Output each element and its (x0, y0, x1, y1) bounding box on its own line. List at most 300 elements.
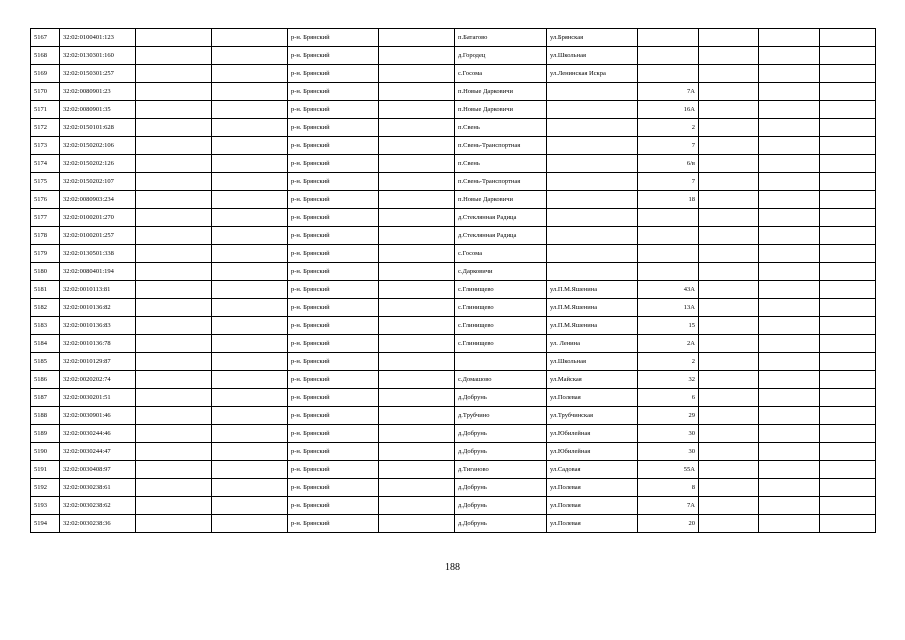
table-row (31, 101, 876, 119)
cell-empty (379, 263, 455, 281)
cell-empty (136, 155, 212, 173)
cell-empty (379, 371, 455, 389)
cell-locality: д.Добрунь (455, 443, 547, 461)
cell-empty (136, 173, 212, 191)
cell-locality: д.Тиганово (455, 461, 547, 479)
cell-district: р-н. Брянский (288, 497, 379, 515)
cell-empty (820, 425, 876, 443)
cell-cadastral-number: 32:02:0030201:51 (60, 389, 136, 407)
table-row (31, 245, 876, 263)
cell-empty (699, 407, 759, 425)
cell-row-id: 5167 (31, 29, 60, 47)
cell-locality: с.Госома (455, 65, 547, 83)
cell-empty (759, 119, 820, 137)
cell-empty (136, 299, 212, 317)
cell-street (547, 155, 638, 173)
cell-cadastral-number: 32:02:0100201:270 (60, 209, 136, 227)
cell-empty (699, 29, 759, 47)
cell-street (547, 101, 638, 119)
cell-cadastral-number: 32:02:0030244:46 (60, 425, 136, 443)
cell-house: 29 (638, 407, 699, 425)
cell-district: р-н. Брянский (288, 263, 379, 281)
cell-locality (455, 353, 547, 371)
cell-empty (759, 443, 820, 461)
cell-district: р-н. Брянский (288, 281, 379, 299)
table-row (31, 353, 876, 371)
cell-empty (759, 155, 820, 173)
cell-locality: п.Новые Дарковичи (455, 83, 547, 101)
cell-cadastral-number: 32:02:0150301:257 (60, 65, 136, 83)
cell-empty (699, 335, 759, 353)
cell-empty (759, 263, 820, 281)
cell-empty (759, 299, 820, 317)
cell-cadastral-number: 32:02:0150202:106 (60, 137, 136, 155)
cell-empty (820, 227, 876, 245)
cell-empty (212, 155, 288, 173)
cell-empty (136, 371, 212, 389)
cell-empty (379, 515, 455, 533)
cell-cadastral-number: 32:02:0150202:126 (60, 155, 136, 173)
cell-empty (136, 281, 212, 299)
cell-empty (759, 173, 820, 191)
cell-house: 18 (638, 191, 699, 209)
cell-empty (820, 443, 876, 461)
cell-empty (379, 443, 455, 461)
cell-cadastral-number: 32:02:0150101:628 (60, 119, 136, 137)
table-row (31, 425, 876, 443)
cell-locality: п.Новые Дарковичи (455, 101, 547, 119)
cell-empty (136, 119, 212, 137)
cell-street (547, 191, 638, 209)
cell-empty (136, 407, 212, 425)
cell-empty (820, 515, 876, 533)
cell-house (638, 65, 699, 83)
cell-street: ул.Полевая (547, 389, 638, 407)
cell-house (638, 263, 699, 281)
cell-street (547, 227, 638, 245)
cell-empty (212, 371, 288, 389)
cell-empty (212, 281, 288, 299)
cell-cadastral-number: 32:02:0030244:47 (60, 443, 136, 461)
cell-district: р-н. Брянский (288, 389, 379, 407)
cell-district: р-н. Брянский (288, 101, 379, 119)
cell-street (547, 83, 638, 101)
cell-street (547, 119, 638, 137)
cell-empty (379, 461, 455, 479)
table-row (31, 263, 876, 281)
cell-locality: д.Стеклянная Радица (455, 227, 547, 245)
cell-row-id: 5169 (31, 65, 60, 83)
cell-empty (699, 461, 759, 479)
cell-street: ул.П.М.Яшенина (547, 317, 638, 335)
cell-empty (212, 173, 288, 191)
cell-house: 30 (638, 425, 699, 443)
cell-empty (136, 191, 212, 209)
cell-empty (379, 407, 455, 425)
cell-empty (759, 371, 820, 389)
cell-cadastral-number: 32:02:0150202:107 (60, 173, 136, 191)
cell-house (638, 245, 699, 263)
cell-empty (379, 245, 455, 263)
cell-cadastral-number: 32:02:0030238:36 (60, 515, 136, 533)
cell-empty (699, 443, 759, 461)
cell-empty (212, 137, 288, 155)
table-row (31, 29, 876, 47)
cell-street: ул.Брянская (547, 29, 638, 47)
cell-row-id: 5193 (31, 497, 60, 515)
cell-locality: с.Глинищево (455, 299, 547, 317)
cell-empty (379, 335, 455, 353)
cell-empty (820, 497, 876, 515)
cell-empty (212, 461, 288, 479)
cell-empty (759, 335, 820, 353)
cell-empty (699, 173, 759, 191)
table-row (31, 47, 876, 65)
cell-row-id: 5177 (31, 209, 60, 227)
cell-row-id: 5171 (31, 101, 60, 119)
cell-empty (820, 245, 876, 263)
cell-empty (759, 227, 820, 245)
cell-empty (759, 407, 820, 425)
cell-empty (699, 317, 759, 335)
cell-locality: с.Дарковичи (455, 263, 547, 281)
table-row (31, 497, 876, 515)
cell-empty (212, 227, 288, 245)
cell-row-id: 5180 (31, 263, 60, 281)
cell-locality: д.Трубчино (455, 407, 547, 425)
cell-empty (212, 389, 288, 407)
cell-empty (136, 209, 212, 227)
cell-district: р-н. Брянский (288, 83, 379, 101)
table-row (31, 515, 876, 533)
cell-cadastral-number: 32:02:0080903:234 (60, 191, 136, 209)
cell-empty (820, 119, 876, 137)
cell-locality: с.Госома (455, 245, 547, 263)
cell-locality: п.Свень (455, 119, 547, 137)
cell-empty (759, 479, 820, 497)
cell-district: р-н. Брянский (288, 335, 379, 353)
cell-empty (212, 245, 288, 263)
cell-empty (699, 47, 759, 65)
cell-house: 7А (638, 497, 699, 515)
cell-empty (212, 263, 288, 281)
cell-empty (212, 407, 288, 425)
cell-house (638, 209, 699, 227)
cell-empty (820, 65, 876, 83)
cell-empty (759, 461, 820, 479)
cell-locality: п.Новые Дарковичи (455, 191, 547, 209)
table-row (31, 119, 876, 137)
cell-empty (212, 191, 288, 209)
cell-street: ул.Полевая (547, 479, 638, 497)
cell-house: 13А (638, 299, 699, 317)
cell-house: 8 (638, 479, 699, 497)
cell-empty (379, 29, 455, 47)
cell-cadastral-number: 32:02:0020202:74 (60, 371, 136, 389)
cell-row-id: 5190 (31, 443, 60, 461)
cell-empty (699, 191, 759, 209)
cell-empty (759, 317, 820, 335)
cell-empty (820, 479, 876, 497)
cell-empty (379, 497, 455, 515)
table-row (31, 479, 876, 497)
cell-district: р-н. Брянский (288, 299, 379, 317)
cell-row-id: 5176 (31, 191, 60, 209)
cell-house: 20 (638, 515, 699, 533)
cell-empty (136, 263, 212, 281)
cell-empty (136, 65, 212, 83)
cell-empty (759, 389, 820, 407)
cell-cadastral-number: 32:02:0100401:123 (60, 29, 136, 47)
cell-district: р-н. Брянский (288, 407, 379, 425)
cell-locality: с.Глинищево (455, 335, 547, 353)
cell-empty (136, 317, 212, 335)
cell-empty (136, 47, 212, 65)
cell-house: 7 (638, 137, 699, 155)
cell-empty (379, 101, 455, 119)
cell-cadastral-number: 32:02:0080901:23 (60, 83, 136, 101)
cell-house: 30 (638, 443, 699, 461)
cell-empty (820, 389, 876, 407)
cell-cadastral-number: 32:02:0010136:82 (60, 299, 136, 317)
cell-empty (136, 83, 212, 101)
cell-row-id: 5191 (31, 461, 60, 479)
cell-district: р-н. Брянский (288, 191, 379, 209)
cell-district: р-н. Брянский (288, 209, 379, 227)
cell-empty (759, 209, 820, 227)
cell-empty (759, 353, 820, 371)
cell-empty (136, 227, 212, 245)
cell-locality: п.Свень-Транспортная (455, 173, 547, 191)
cell-empty (820, 371, 876, 389)
cell-locality: д.Добрунь (455, 425, 547, 443)
cell-locality: д.Добрунь (455, 497, 547, 515)
cell-empty (136, 101, 212, 119)
property-register-table (30, 28, 876, 533)
cell-empty (212, 479, 288, 497)
cell-empty (379, 119, 455, 137)
cell-row-id: 5173 (31, 137, 60, 155)
table-row (31, 407, 876, 425)
table-row (31, 83, 876, 101)
cell-empty (136, 137, 212, 155)
cell-cadastral-number: 32:02:0030901:46 (60, 407, 136, 425)
cell-empty (379, 281, 455, 299)
cell-row-id: 5170 (31, 83, 60, 101)
cell-house: 32 (638, 371, 699, 389)
cell-district: р-н. Брянский (288, 443, 379, 461)
cell-empty (136, 461, 212, 479)
cell-empty (212, 119, 288, 137)
table-row (31, 281, 876, 299)
cell-house: 43А (638, 281, 699, 299)
cell-empty (379, 209, 455, 227)
cell-house: 7А (638, 83, 699, 101)
cell-empty (699, 155, 759, 173)
table-row (31, 209, 876, 227)
cell-row-id: 5186 (31, 371, 60, 389)
cell-empty (136, 443, 212, 461)
cell-row-id: 5178 (31, 227, 60, 245)
cell-empty (379, 137, 455, 155)
cell-empty (699, 281, 759, 299)
cell-row-id: 5183 (31, 317, 60, 335)
table-row (31, 173, 876, 191)
cell-empty (759, 65, 820, 83)
cell-district: р-н. Брянский (288, 371, 379, 389)
cell-row-id: 5181 (31, 281, 60, 299)
cell-empty (212, 497, 288, 515)
cell-cadastral-number: 32:02:0030238:62 (60, 497, 136, 515)
cell-street (547, 209, 638, 227)
table-row (31, 443, 876, 461)
cell-district: р-н. Брянский (288, 425, 379, 443)
cell-empty (699, 371, 759, 389)
cell-district: р-н. Брянский (288, 119, 379, 137)
cell-empty (379, 479, 455, 497)
cell-house: 2А (638, 335, 699, 353)
table-row (31, 317, 876, 335)
table-body (31, 29, 876, 533)
cell-district: р-н. Брянский (288, 47, 379, 65)
cell-house (638, 227, 699, 245)
cell-empty (136, 353, 212, 371)
cell-street: ул.Юбилейная (547, 443, 638, 461)
table-row (31, 371, 876, 389)
cell-street: ул.Полевая (547, 515, 638, 533)
table-row (31, 65, 876, 83)
cell-street: ул.Полевая (547, 497, 638, 515)
cell-empty (212, 65, 288, 83)
cell-street: ул.Школьная (547, 47, 638, 65)
cell-house: 15 (638, 317, 699, 335)
cell-empty (379, 425, 455, 443)
cell-locality: д.Стеклянная Радица (455, 209, 547, 227)
cell-row-id: 5179 (31, 245, 60, 263)
cell-row-id: 5184 (31, 335, 60, 353)
cell-empty (820, 29, 876, 47)
cell-cadastral-number: 32:02:0080401:194 (60, 263, 136, 281)
cell-district: р-н. Брянский (288, 515, 379, 533)
cell-street: ул.Садовая (547, 461, 638, 479)
cell-district: р-н. Брянский (288, 479, 379, 497)
cell-district: р-н. Брянский (288, 155, 379, 173)
cell-street: ул.Школьная (547, 353, 638, 371)
cell-cadastral-number: 32:02:0080901:35 (60, 101, 136, 119)
cell-empty (759, 191, 820, 209)
cell-row-id: 5182 (31, 299, 60, 317)
cell-locality: д.Добрунь (455, 515, 547, 533)
cell-locality: д.Добрунь (455, 479, 547, 497)
cell-empty (820, 353, 876, 371)
cell-street: ул.Трубчинская (547, 407, 638, 425)
cell-district: р-н. Брянский (288, 29, 379, 47)
cell-cadastral-number: 32:02:0010113:81 (60, 281, 136, 299)
cell-empty (136, 389, 212, 407)
cell-empty (759, 137, 820, 155)
cell-empty (820, 173, 876, 191)
cell-house (638, 47, 699, 65)
cell-district: р-н. Брянский (288, 227, 379, 245)
cell-street: ул.П.М.Яшенина (547, 281, 638, 299)
cell-street: ул.Юбилейная (547, 425, 638, 443)
cell-cadastral-number: 32:02:0130501:338 (60, 245, 136, 263)
page-number: 188 (445, 562, 460, 573)
cell-street (547, 173, 638, 191)
cell-house: 6/в (638, 155, 699, 173)
cell-empty (759, 497, 820, 515)
cell-empty (379, 353, 455, 371)
cell-empty (759, 101, 820, 119)
cell-district: р-н. Брянский (288, 245, 379, 263)
cell-empty (759, 425, 820, 443)
cell-locality: с.Глинищево (455, 317, 547, 335)
cell-street: ул.Майская (547, 371, 638, 389)
table-row (31, 191, 876, 209)
cell-street: ул. Ленина (547, 335, 638, 353)
table-row (31, 335, 876, 353)
cell-empty (759, 83, 820, 101)
cell-empty (699, 389, 759, 407)
cell-district: р-н. Брянский (288, 317, 379, 335)
cell-cadastral-number: 32:02:0130301:160 (60, 47, 136, 65)
cell-empty (820, 263, 876, 281)
cell-district: р-н. Брянский (288, 461, 379, 479)
cell-empty (820, 83, 876, 101)
table-row (31, 155, 876, 173)
cell-locality: п.Свень (455, 155, 547, 173)
cell-row-id: 5189 (31, 425, 60, 443)
cell-empty (759, 281, 820, 299)
cell-street (547, 245, 638, 263)
cell-cadastral-number: 32:02:0010129:87 (60, 353, 136, 371)
cell-house: 7 (638, 173, 699, 191)
cell-empty (759, 29, 820, 47)
cell-empty (699, 119, 759, 137)
cell-street (547, 263, 638, 281)
cell-cadastral-number: 32:02:0100201:257 (60, 227, 136, 245)
cell-empty (759, 245, 820, 263)
cell-empty (699, 479, 759, 497)
cell-empty (379, 317, 455, 335)
cell-empty (212, 299, 288, 317)
cell-empty (699, 515, 759, 533)
table-row (31, 461, 876, 479)
cell-house: 55А (638, 461, 699, 479)
cell-empty (820, 317, 876, 335)
cell-empty (820, 461, 876, 479)
cell-empty (820, 155, 876, 173)
cell-row-id: 5188 (31, 407, 60, 425)
cell-house: 2 (638, 353, 699, 371)
cell-empty (699, 245, 759, 263)
cell-empty (212, 209, 288, 227)
cell-empty (379, 65, 455, 83)
cell-empty (212, 317, 288, 335)
cell-empty (699, 137, 759, 155)
cell-row-id: 5194 (31, 515, 60, 533)
table-row (31, 389, 876, 407)
cell-empty (379, 47, 455, 65)
cell-empty (820, 281, 876, 299)
cell-house: 6 (638, 389, 699, 407)
cell-empty (759, 47, 820, 65)
cell-empty (212, 83, 288, 101)
cell-empty (136, 479, 212, 497)
cell-district: р-н. Брянский (288, 173, 379, 191)
cell-empty (759, 515, 820, 533)
cell-cadastral-number: 32:02:0010136:78 (60, 335, 136, 353)
